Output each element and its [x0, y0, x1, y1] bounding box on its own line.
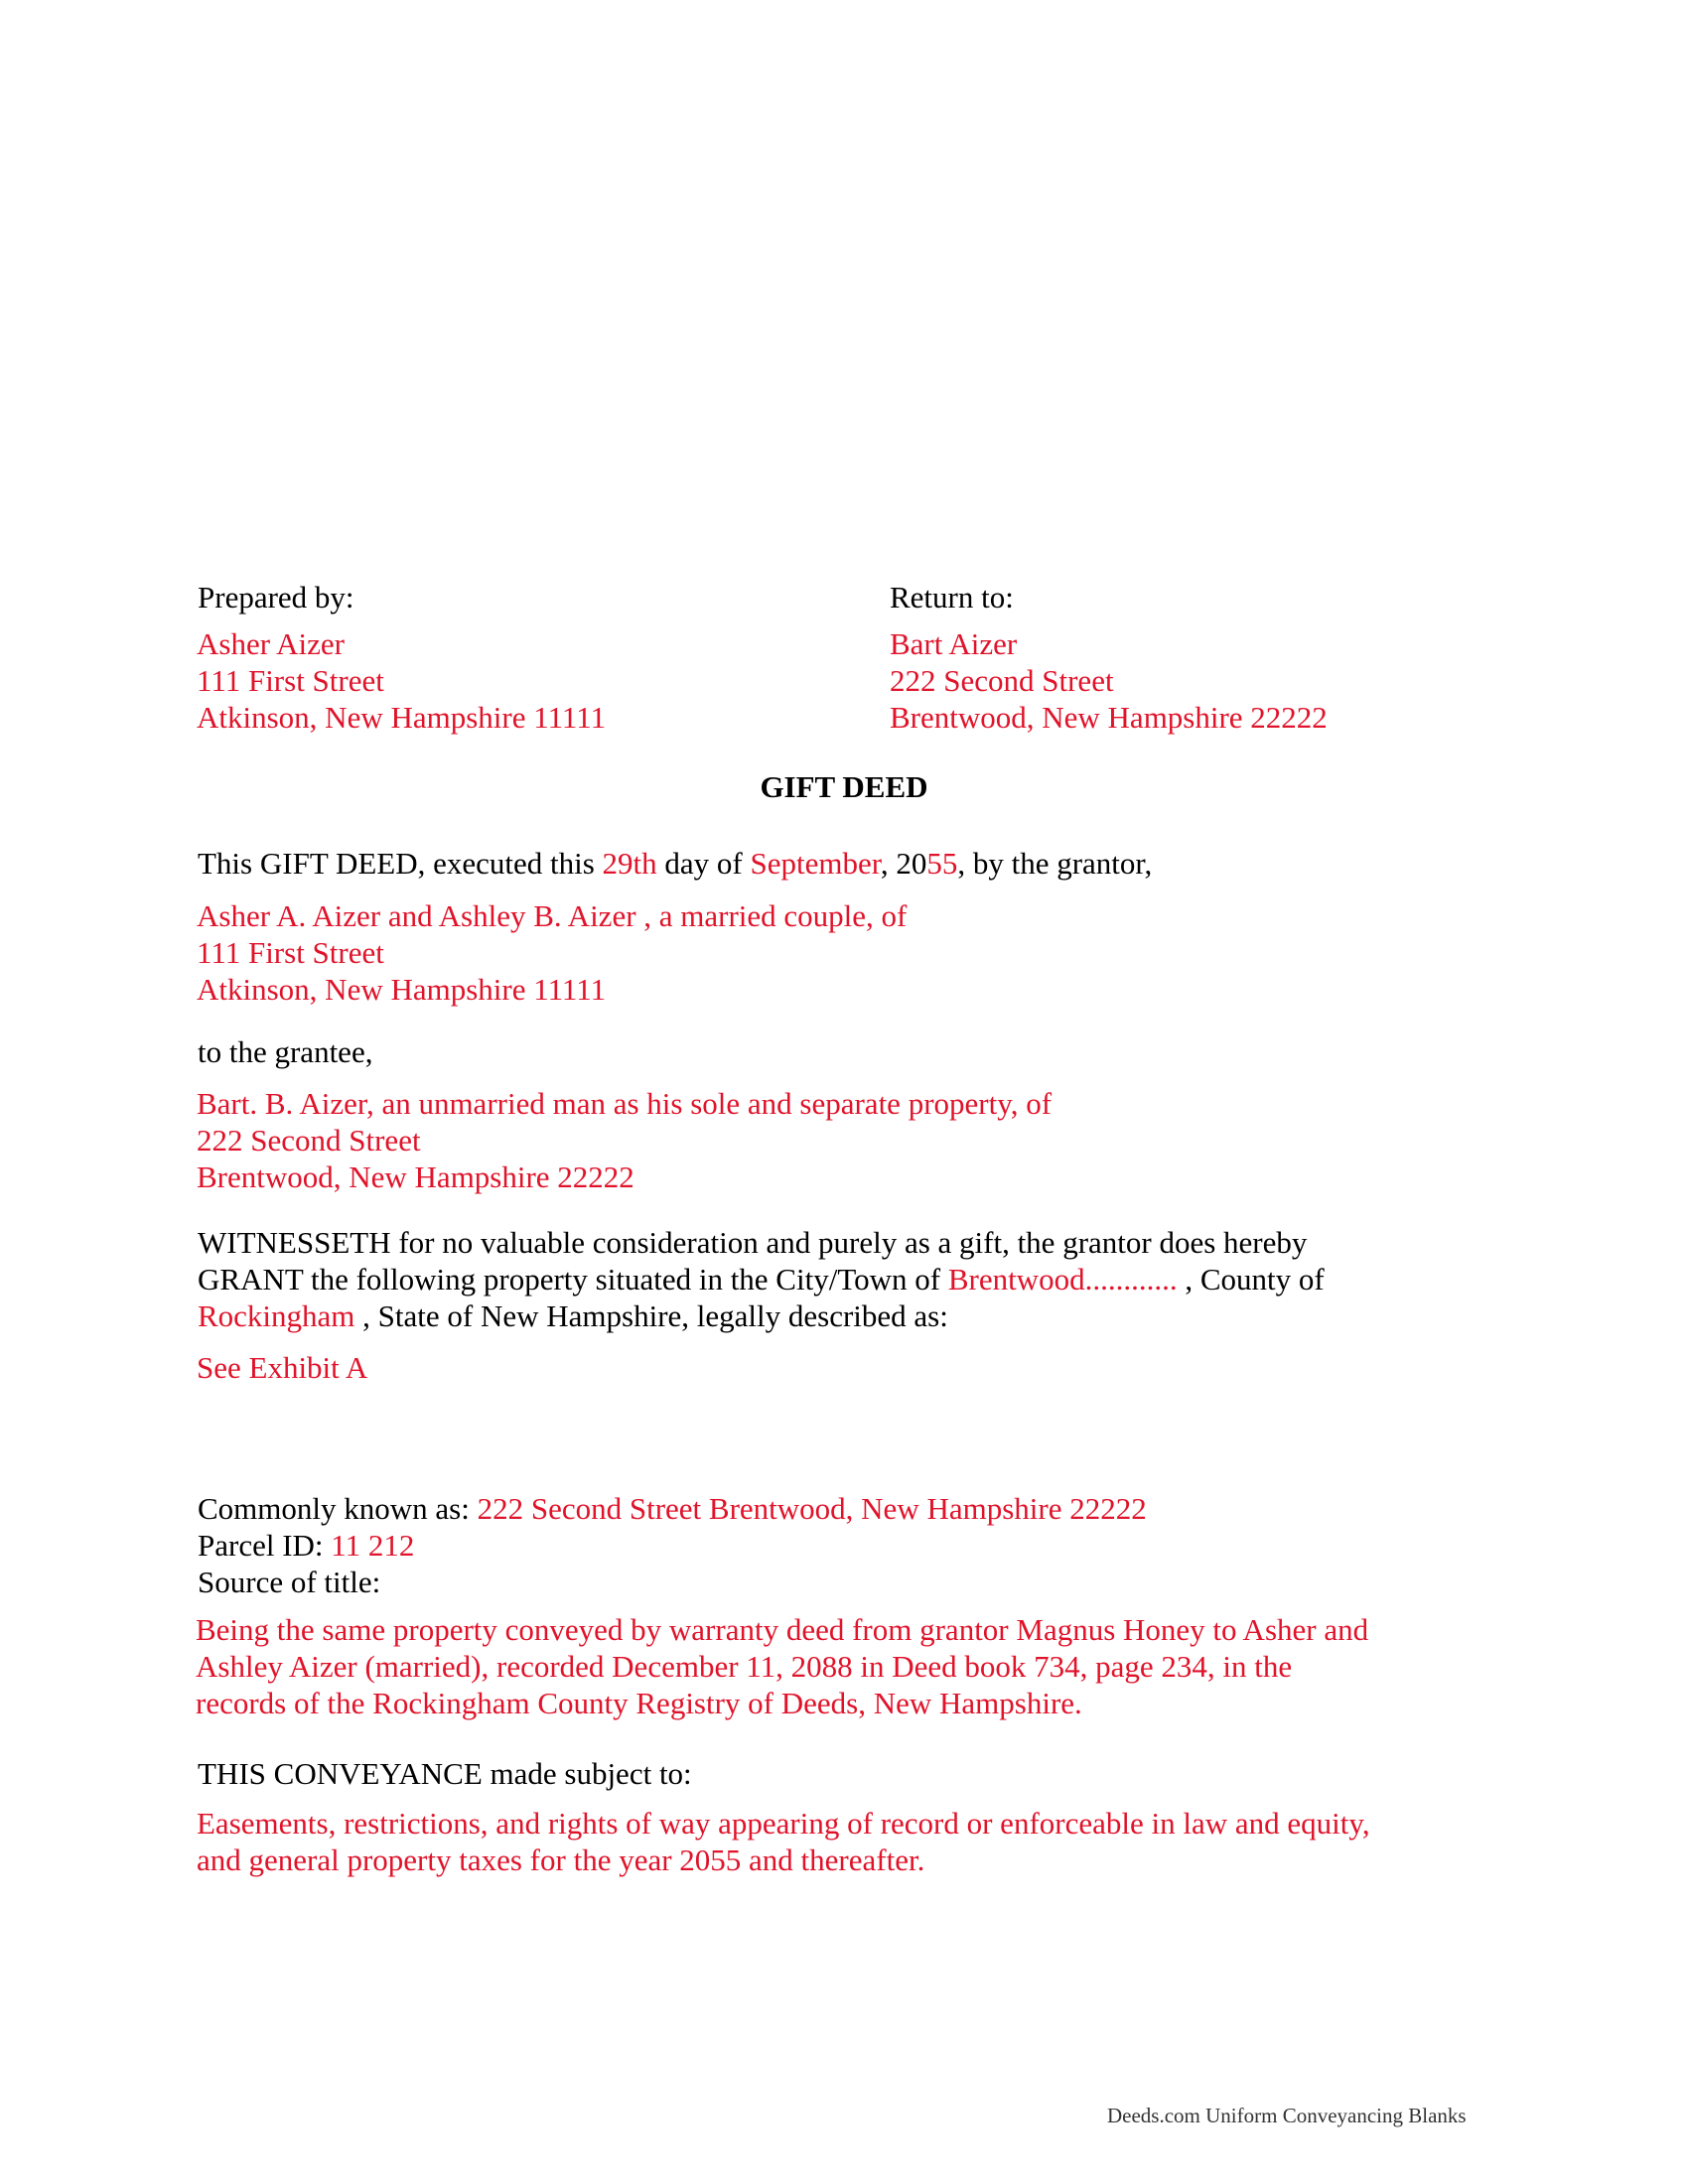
witnesseth-line2: GRANT the following property situated in the City/Town of Brentwood............ , County of: [198, 1262, 1325, 1297]
property-city: Brentwood............: [947, 1262, 1178, 1297]
executed-day: 29th: [602, 846, 657, 881]
property-county: Rockingham: [198, 1298, 355, 1333]
executed-line: This GIFT DEED, executed this 29th day of September, 2055, by the grantor,: [198, 846, 1153, 881]
source-of-title-label: Source of title:: [198, 1565, 381, 1599]
return-to-label: Return to:: [890, 580, 1014, 614]
source-of-title-text: Being the same property conveyed by warranty deed from grantor Magnus Honey to Asher and Ashley Aizer (married), recorded December 11, 2088 in Deed book 734, page 234, in the records of the Rockingham County Registry of Deeds, New Hampshire.: [196, 1612, 1369, 1720]
return-to-address: [890, 625, 1328, 736]
witnesseth-paragraph: [198, 1224, 1325, 1334]
grantor-names: Asher A. Aizer and Ashley B. Aizer , a married couple, of: [197, 898, 908, 933]
grantor-block: [197, 897, 907, 1008]
executed-month: September: [750, 846, 881, 881]
prepared-by-address: [197, 625, 606, 736]
return-to-name: Bart Aizer: [890, 626, 1018, 661]
commonly-known-as-value: 222 Second Street Brentwood, New Hampshire 22222: [477, 1491, 1147, 1526]
prepared-by-label: Prepared by:: [198, 580, 354, 614]
grantee-city: Brentwood, New Hampshire 22222: [197, 1160, 634, 1194]
document-title: GIFT DEED: [760, 769, 928, 804]
prepared-by-city: Atkinson, New Hampshire 11111: [197, 700, 607, 735]
grantor-street: 111 First Street: [197, 935, 384, 970]
witnesseth-line1: WITNESSETH for no valuable consideration and purely as a gift, the grantor does hereby: [198, 1225, 1308, 1260]
legal-description: See Exhibit A: [197, 1350, 368, 1385]
executed-year: 55: [926, 846, 958, 881]
parcel-id-value: 11 212: [331, 1528, 415, 1563]
conveyance-label: THIS CONVEYANCE made subject to:: [198, 1756, 692, 1791]
grantee-block: [197, 1085, 1052, 1195]
grantee-street: 222 Second Street: [197, 1123, 421, 1158]
page-footer: Deeds.com Uniform Conveyancing Blanks: [1107, 2104, 1467, 2127]
grantee-names: Bart. B. Aizer, an unmarried man as his sole and separate property, of: [197, 1086, 1053, 1121]
to-grantee-label: to the grantee,: [198, 1034, 373, 1069]
grantor-city: Atkinson, New Hampshire 11111: [197, 972, 607, 1007]
prepared-by-street: 111 First Street: [197, 663, 384, 698]
parcel-id: Parcel ID: 11 212: [198, 1528, 415, 1563]
return-to-street: 222 Second Street: [890, 663, 1114, 698]
prepared-by-name: Asher Aizer: [197, 626, 345, 661]
return-to-city: Brentwood, New Hampshire 22222: [890, 700, 1328, 735]
commonly-known-as: Commonly known as: 222 Second Street Brentwood, New Hampshire 22222: [198, 1491, 1147, 1526]
witnesseth-line3: Rockingham , State of New Hampshire, legally described as:: [198, 1298, 948, 1333]
conveyance-terms: Easements, restrictions, and rights of way appearing of record or enforceable in law and equity, and general property taxes for the year 2055 and thereafter.: [197, 1806, 1370, 1877]
property-info: [198, 1490, 1147, 1600]
